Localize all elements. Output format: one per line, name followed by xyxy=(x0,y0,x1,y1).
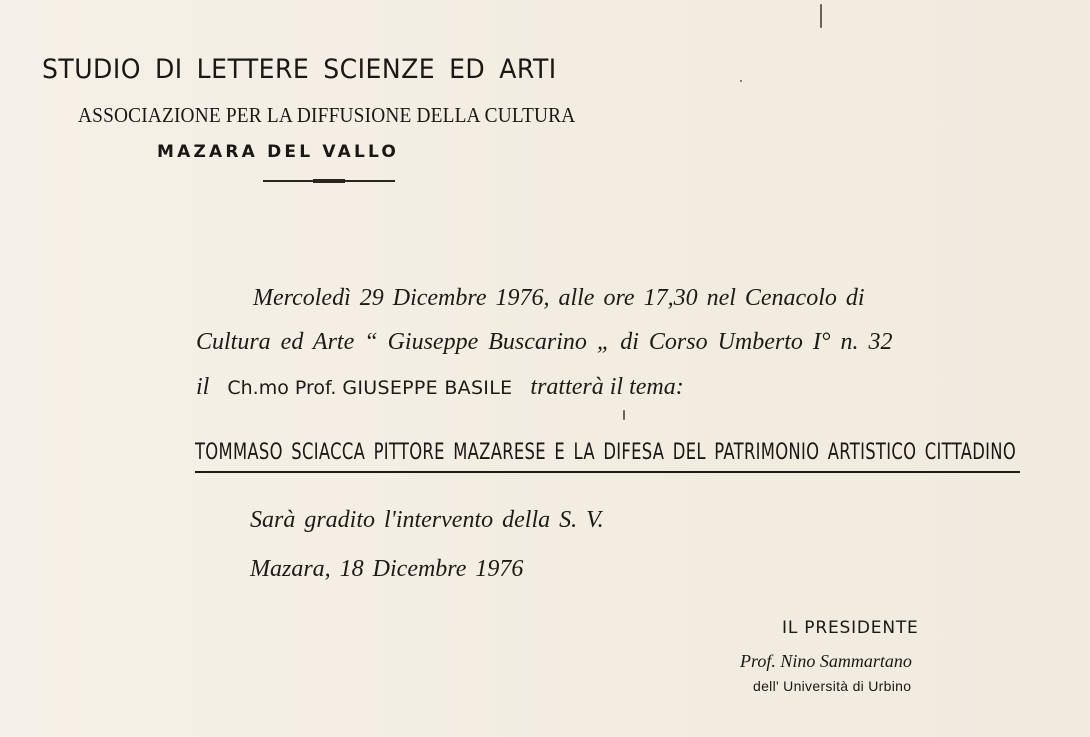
lecture-topic: TOMMASO SCIACCA PITTORE MAZARESE E LA DIFESA DEL PATRIMONIO ARTISTICO CITTADINO xyxy=(195,440,1017,465)
paper-speck xyxy=(740,80,742,82)
signature-role: IL PRESIDENTE xyxy=(782,618,919,638)
divider-ornament xyxy=(313,179,345,183)
signature-name: Prof. Nino Sammartano xyxy=(740,651,912,671)
organization-subtitle: ASSOCIAZIONE PER LA DIFFUSIONE DELLA CULTURA xyxy=(78,103,576,127)
place-and-date: Mazara, 18 Dicembre 1976 xyxy=(250,556,524,582)
paper-mark xyxy=(820,4,822,28)
closing-greeting: Sarà gradito l'intervento della S. V. xyxy=(250,507,604,533)
organization-title: STUDIO DI LETTERE SCIENZE ED ARTI xyxy=(42,54,557,85)
announcement-line-1: Mercoledì 29 Dicembre 1976, alle ore 17,30 nel Cenacolo di xyxy=(253,285,865,311)
announcement-line-3 xyxy=(196,374,684,401)
speaker-honorific: Ch.mo Prof. xyxy=(227,377,337,399)
signature-affiliation: dell' Università di Urbino xyxy=(753,678,912,694)
organization-location: MAZARA DEL VALLO xyxy=(157,142,400,162)
speaker-name: GIUSEPPE BASILE xyxy=(342,377,513,399)
topic-underline xyxy=(195,471,1020,473)
announcement-line-2: Cultura ed Arte “ Giuseppe Buscarino „ di Corso Umberto I° n. 32 xyxy=(196,329,893,355)
header-divider xyxy=(263,180,395,182)
line3-prefix: il xyxy=(196,374,210,400)
line3-suffix: tratterà il tema: xyxy=(530,374,684,400)
paper-speck xyxy=(623,410,625,420)
